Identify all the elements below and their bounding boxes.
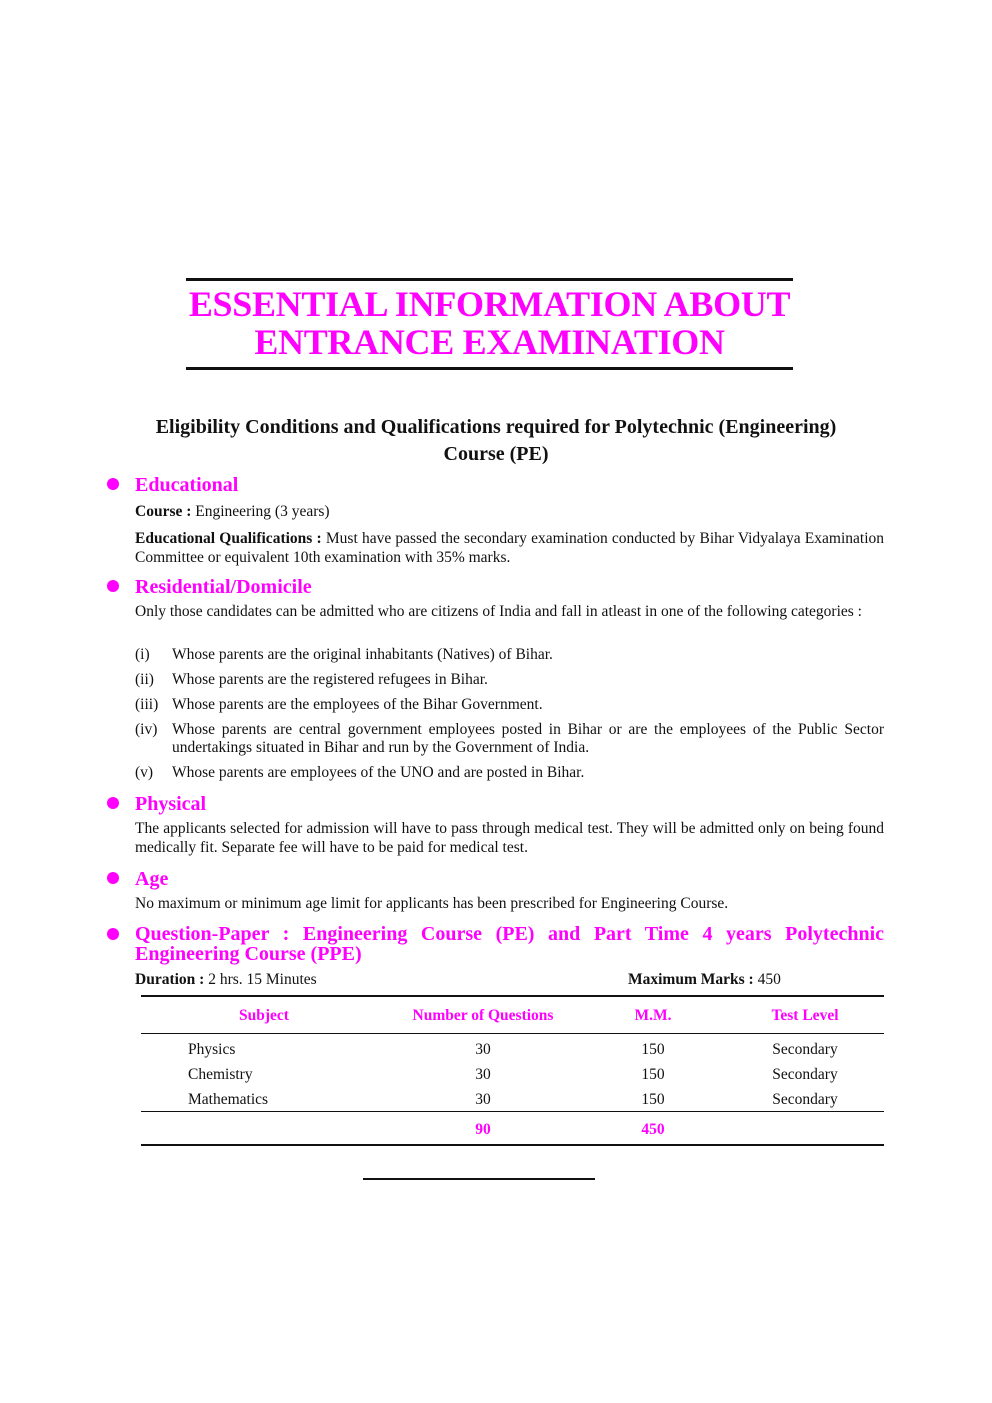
footer-divider (363, 1178, 595, 1180)
list-item-number: (iii) (135, 696, 159, 713)
age-text: No maximum or minimum age limit for applicants has been prescribed for Engineering Course. (135, 895, 729, 912)
table-header-questions: Number of Questions (412, 1007, 554, 1024)
qualification-paragraph (135, 529, 884, 567)
table-bottom-rule (141, 1144, 884, 1146)
table-header-test-level: Test Level (771, 1007, 839, 1024)
residential-intro: Only those candidates can be admitted who are citizens of India and fall in atleast in one of the following categories : (135, 603, 862, 620)
bullet-icon (107, 478, 119, 490)
list-item-number: (v) (135, 764, 154, 781)
list-item-text: Whose parents are the original inhabitants (Natives) of Bihar. (172, 646, 553, 663)
table-cell-test-level: Secondary (772, 1091, 838, 1108)
table-cell-questions: 30 (475, 1066, 491, 1083)
max-marks-label: Maximum Marks : (628, 971, 754, 988)
course-label: Course : (135, 503, 192, 520)
bullet-icon (107, 928, 119, 940)
duration-label: Duration : (135, 971, 205, 988)
section-heading: Physical (135, 793, 207, 815)
bullet-icon (107, 797, 119, 809)
table-header-rule (141, 1033, 884, 1034)
list-item-text: Whose parents are employees of the UNO and are posted in Bihar. (172, 764, 585, 781)
table-cell-mm: 150 (641, 1066, 665, 1083)
list-item-number: (i) (135, 646, 150, 663)
table-top-rule (141, 995, 884, 997)
subtitle (110, 414, 882, 468)
list-item-number: (ii) (135, 671, 154, 688)
list-item-text: Whose parents are central government employees posted in Bihar or are the employees of the Public Sector undertakings situated in Bihar and run by the Government of India. (172, 721, 884, 756)
table-cell-subject: Mathematics (188, 1091, 269, 1108)
table-total-mm: 450 (641, 1121, 665, 1138)
bullet-icon (107, 580, 119, 592)
section-heading: Age (135, 868, 169, 890)
table-cell-questions: 30 (475, 1041, 491, 1058)
physical-text: The applicants selected for admission will have to pass through medical test. They will be admitted only on being found medically fit. Separate fee will have to be paid for medical test. (135, 820, 884, 856)
list-item-number: (iv) (135, 721, 158, 738)
subtitle-line-2: Course (PE) (443, 443, 549, 465)
table-cell-subject: Physics (188, 1041, 236, 1058)
subtitle-line-1: Eligibility Conditions and Qualifications required for Polytechnic (Engineering) (155, 416, 837, 438)
page-title (186, 278, 793, 370)
table-cell-mm: 150 (641, 1041, 665, 1058)
table-cell-test-level: Secondary (772, 1041, 838, 1058)
table-header-subject: Subject (239, 1007, 289, 1024)
list-item-text: Whose parents are the registered refugees in Bihar. (172, 671, 488, 688)
table-total-rule (141, 1111, 884, 1112)
maximum-marks (628, 971, 781, 989)
table-cell-subject: Chemistry (188, 1066, 253, 1083)
section-heading: Question-Paper : Engineering Course (PE) and Part Time 4 years Polytechnic Engineering Course (PPE) (135, 923, 884, 965)
max-marks-value: 450 (757, 971, 781, 988)
title-line-1: ESSENTIAL INFORMATION ABOUT (188, 284, 791, 324)
qualification-value: Must have passed the secondary examination conducted by Bihar Vidyalaya Examination Committee or equivalent 10th examination with 35% marks. (135, 530, 885, 566)
course-line (135, 502, 884, 521)
table-cell-mm: 150 (641, 1091, 665, 1108)
table-cell-test-level: Secondary (772, 1066, 838, 1083)
table-total-questions: 90 (475, 1121, 491, 1138)
duration (135, 971, 317, 989)
qualification-label: Educational Qualifications : (135, 530, 322, 547)
section-heading: Educational (135, 474, 239, 496)
duration-value: 2 hrs. 15 Minutes (208, 971, 317, 988)
list-item-text: Whose parents are the employees of the Bihar Government. (172, 696, 543, 713)
bullet-icon (107, 872, 119, 884)
section-heading: Residential/Domicile (135, 576, 312, 598)
table-header-mm: M.M. (634, 1007, 672, 1024)
course-value: Engineering (3 years) (195, 503, 330, 520)
title-line-2: ENTRANCE EXAMINATION (254, 322, 725, 362)
table-cell-questions: 30 (475, 1091, 491, 1108)
